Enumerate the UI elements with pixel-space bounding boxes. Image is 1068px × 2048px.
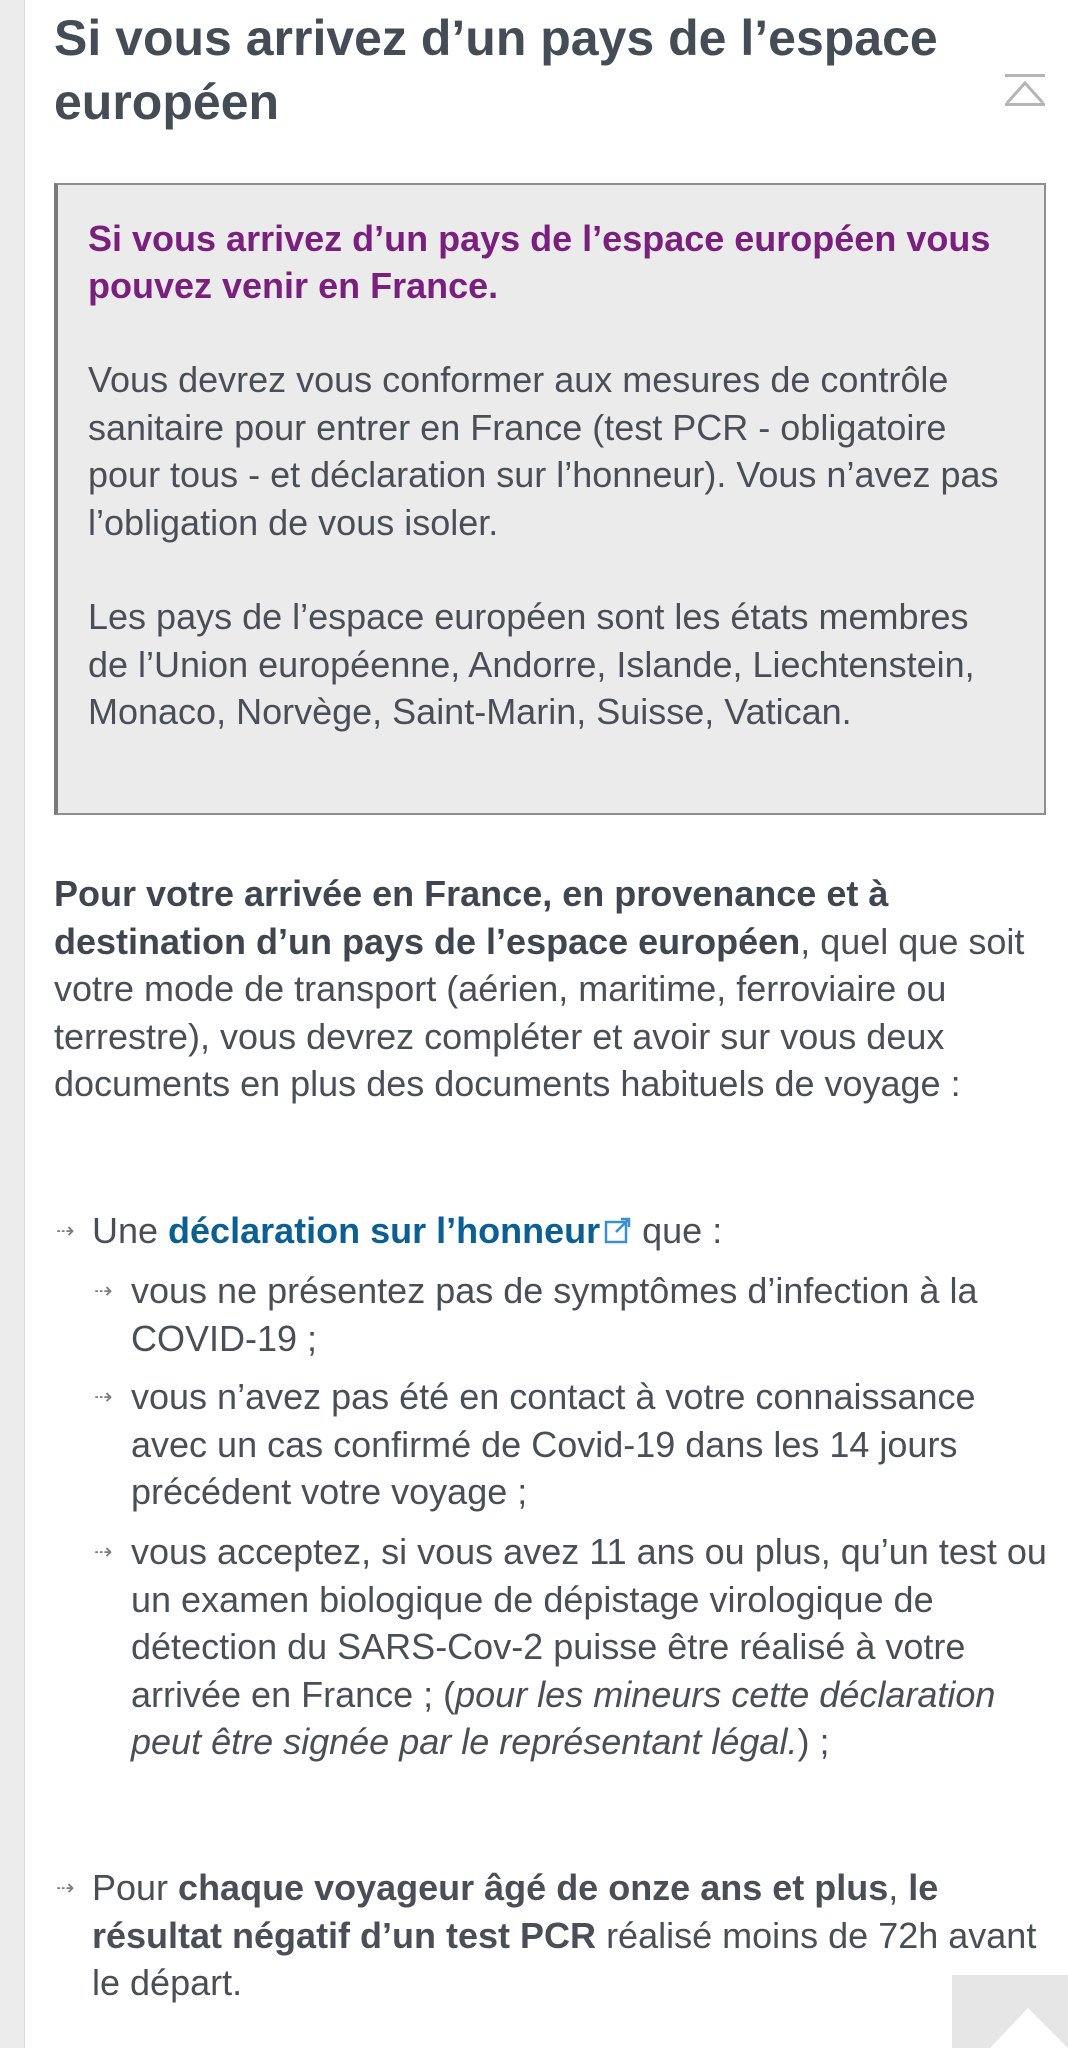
notice-paragraph-2: Les pays de l’espace européen sont les états membres de l’Union européenne, Andorre, Islande, Liechtenstein, Monaco, Norvège, Saint-Marin, Suisse, Vatican.	[88, 596, 975, 732]
pcr-bold-2: le résultat négatif d’un test PCR	[92, 1867, 939, 1956]
collapse-section-button[interactable]	[1004, 72, 1046, 108]
pcr-mid: ,	[888, 1867, 909, 1908]
list-item-prefix: Une	[92, 1210, 169, 1251]
arrow-bullet-icon: ⇢	[94, 1384, 113, 1409]
left-rail	[0, 0, 25, 2048]
sub-item-text: vous acceptez, si vous avez 11 ans ou plus, qu’un test ou un examen biologique de dépistage virologique de détection du SARS-Cov-2 puisse être réalisé à votre arrivée en France ; (	[131, 1531, 1047, 1715]
arrow-bullet-icon: ⇢	[56, 1875, 75, 1900]
arrow-bullet-icon: ⇢	[56, 1218, 75, 1243]
notice-heading: Si vous arrivez d’un pays de l’espace européen vous pouvez venir en France.	[88, 218, 991, 306]
arrow-bullet-icon: ⇢	[94, 1278, 113, 1303]
sub-item-symptoms: vous ne présentez pas de symptômes d’infection à la COVID-19 ;	[131, 1270, 978, 1359]
sub-item-italic: pour les mineurs cette déclaration peut être signée par le représentant légal.	[131, 1673, 996, 1762]
list-item-pcr-test	[92, 1864, 1042, 2007]
intro-bold: Pour votre arrivée en France, en provenance et à destination d’un pays de l’espace européen	[54, 873, 889, 962]
notice-paragraph-1: Vous devrez vous conformer aux mesures de contrôle sanitaire pour entrer en France (test PCR - obligatoire pour tous - et déclaration sur l’honneur). Vous n’avez pas l’obligation de vous isoler.	[88, 359, 999, 543]
pcr-bold-1: chaque voyageur âgé de onze ans et plus	[178, 1867, 889, 1908]
notice-box	[54, 183, 1046, 815]
content	[54, 0, 1048, 134]
sub-item-contact: vous n’avez pas été en contact à votre connaissance avec un cas confirmé de Covid-19 dans les 14 jours précédent votre voyage ;	[131, 1376, 976, 1512]
sub-item-test-acceptance	[131, 1528, 1051, 1766]
pcr-prefix: Pour	[92, 1867, 179, 1908]
declaration-link[interactable]: déclaration sur l’honneur	[168, 1210, 601, 1251]
section-title: Si vous arrivez d’un pays de l’espace européen	[54, 10, 938, 130]
intro-paragraph	[54, 870, 1044, 1108]
scroll-to-top-icon	[952, 1975, 1068, 2048]
pcr-suffix: réalisé moins de 72h avant le départ.	[92, 1914, 1037, 2003]
collapse-up-icon	[1004, 72, 1046, 108]
scroll-to-top-button[interactable]	[952, 1975, 1068, 2048]
arrow-bullet-icon: ⇢	[94, 1539, 113, 1564]
list-item-declaration	[92, 1207, 1042, 1255]
sub-item-end: ) ;	[797, 1721, 830, 1762]
intro-rest: , quel que soit votre mode de transport (aérien, maritime, ferroviaire ou terrestre), vous devrez compléter et avoir sur vous deux documents en plus des documents habituels de voyage :	[54, 920, 1025, 1104]
external-link-icon[interactable]	[604, 1217, 632, 1245]
list-item-suffix: que :	[632, 1210, 723, 1251]
